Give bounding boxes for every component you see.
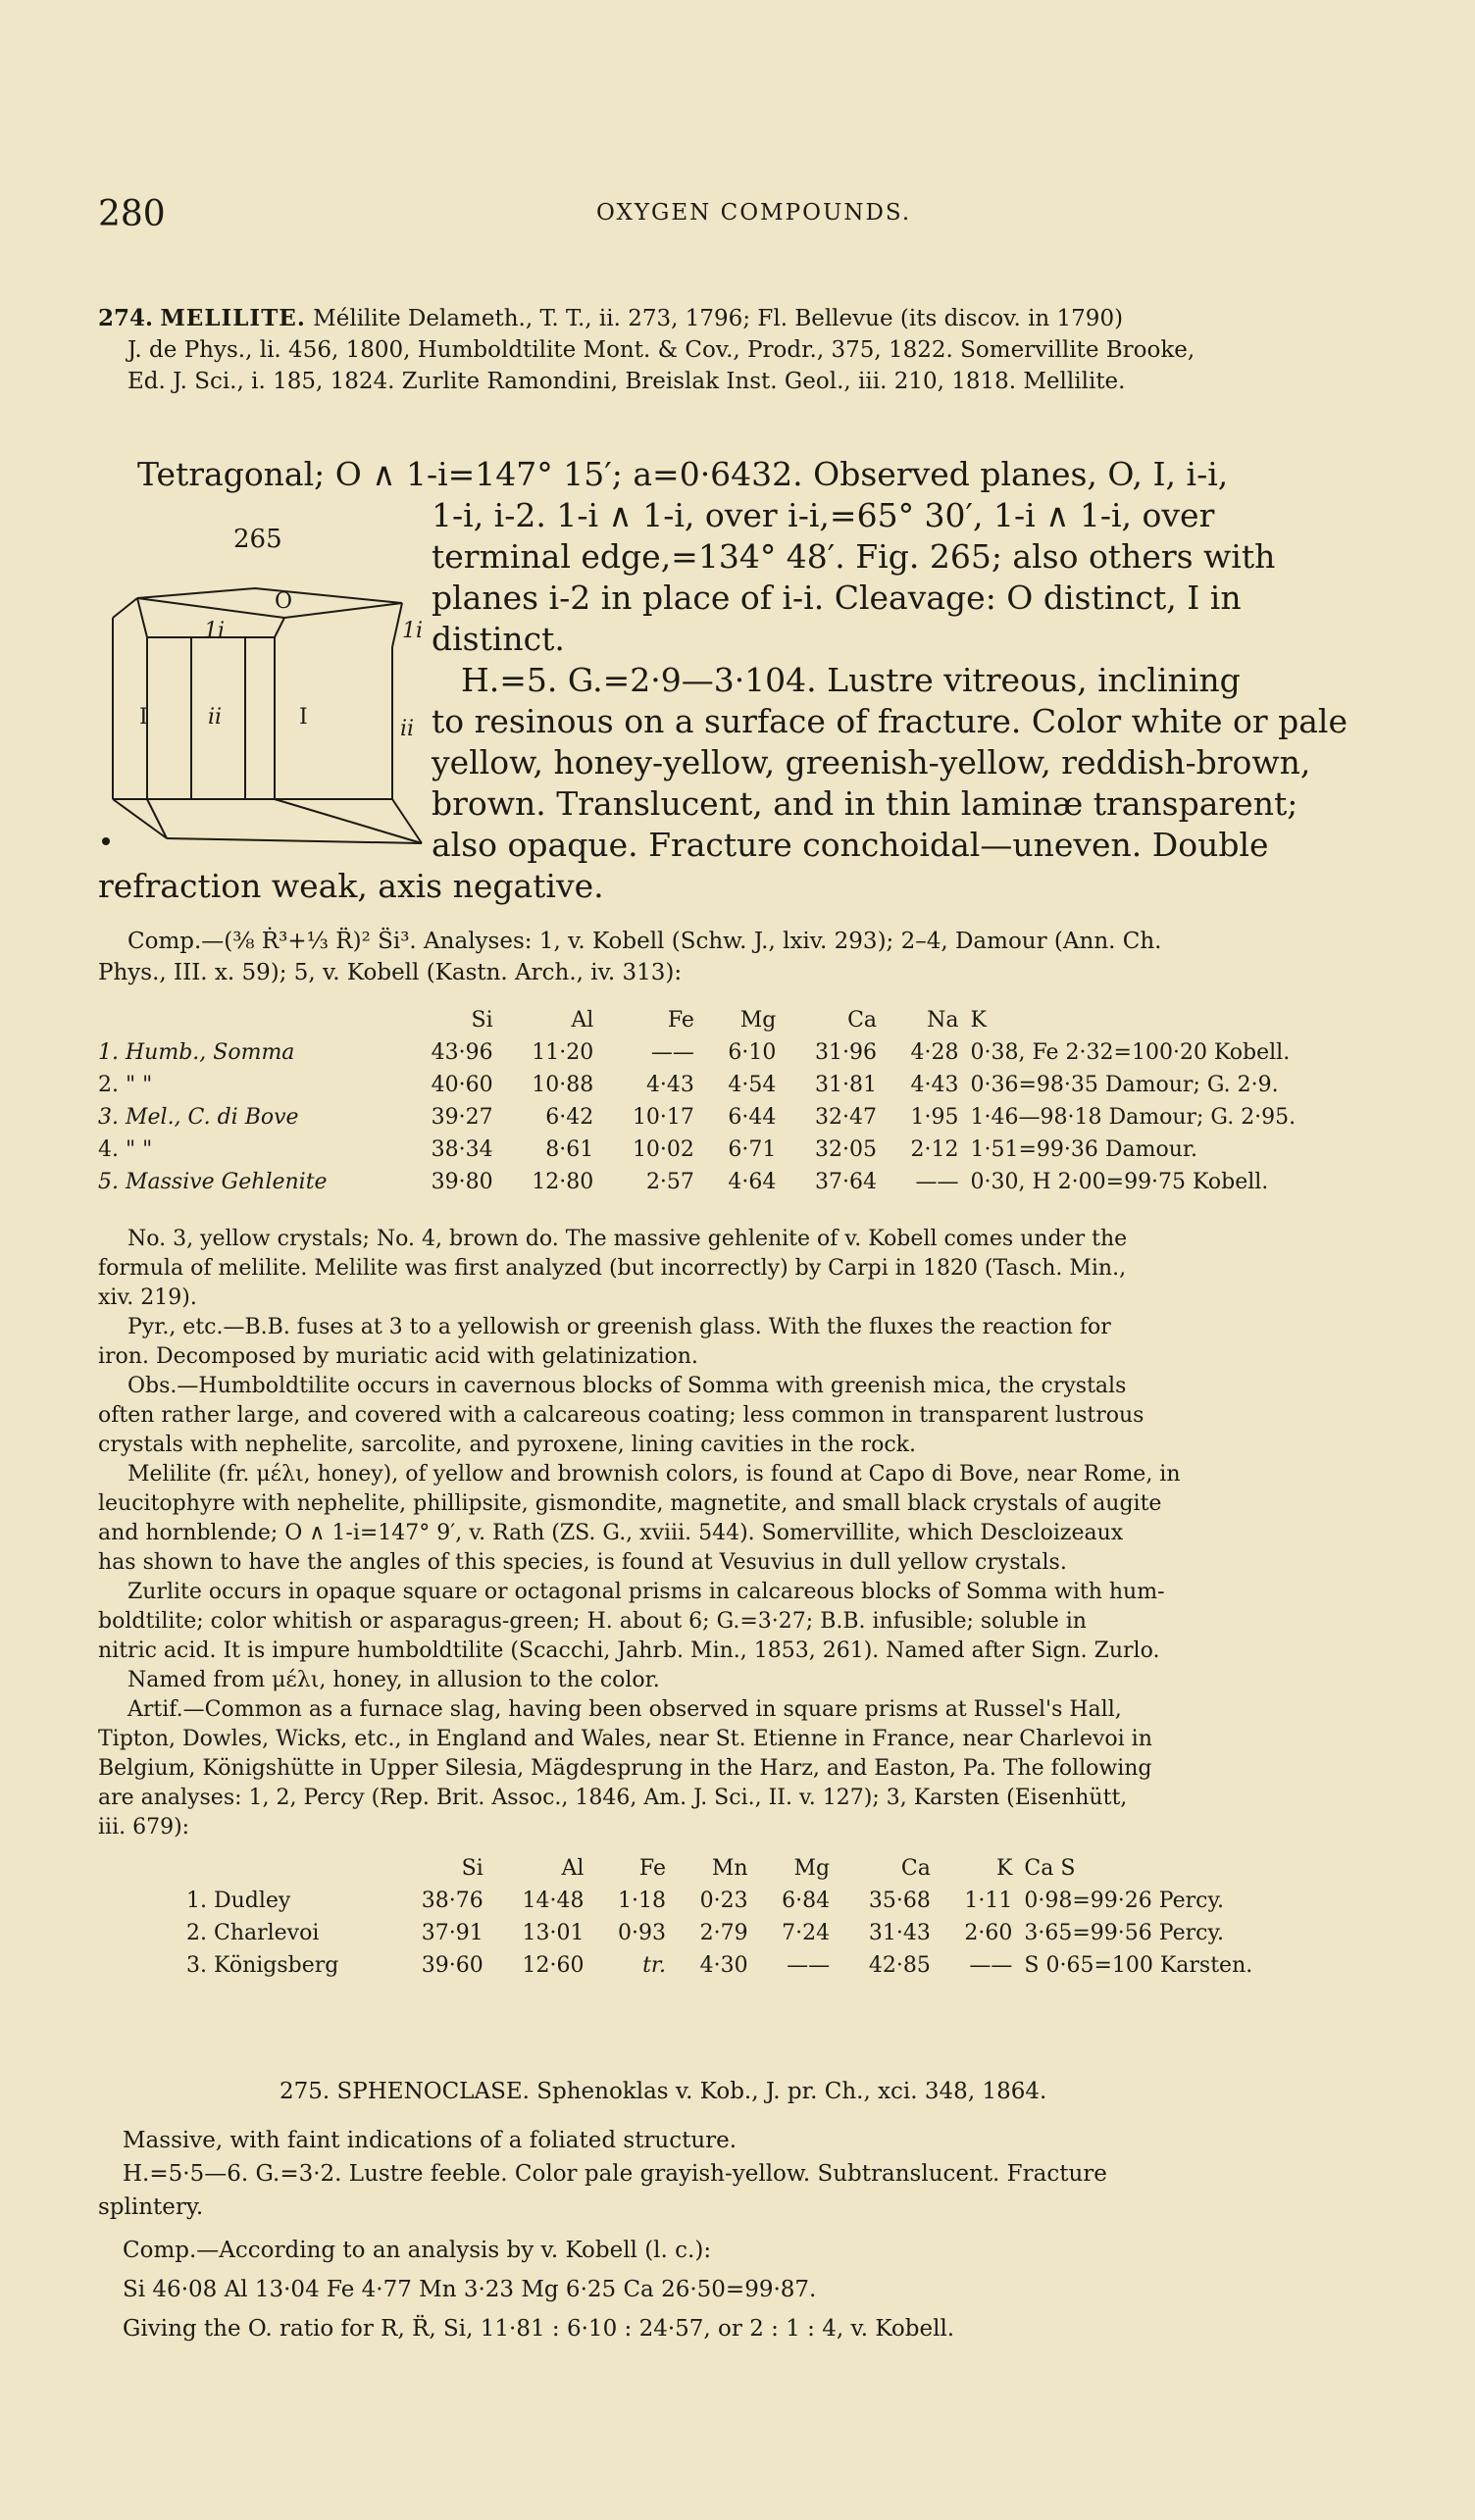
table-cell: 4·43 (645, 1073, 694, 1097)
figure-label-i-left: I (139, 705, 148, 730)
analyses-table-melilite (92, 1000, 1426, 1194)
table-cell: 3·65=99·56 Percy. (1024, 1921, 1224, 1945)
table-cell: 5. Massive Gehlenite (98, 1170, 328, 1194)
sphenoclase-line: H.=5·5—6. G.=3·2. Lustre feeble. Color pale grayish-yellow. Subtranslucent. Fracture (123, 2161, 1107, 2187)
table-cell: 31·43 (868, 1921, 931, 1945)
table-cell: 37·91 (421, 1921, 483, 1945)
pyr-line-2: iron. Decomposed by muriatic acid with gelatinization. (98, 1344, 698, 1369)
table-cell: 12·80 (532, 1170, 594, 1194)
table-cell: —— (650, 1040, 694, 1065)
artif-line-4: are analyses: 1, 2, Percy (Rep. Brit. Assoc., 1846, Am. J. Sci., II. v. 127); 3, Karsten (Eisenhütt, (98, 1786, 1128, 1810)
table-header-row (180, 1848, 1348, 1881)
obs-line-3: crystals with nephelite, sarcolite, and pyroxene, lining cavities in the rock. (98, 1433, 916, 1457)
sphenoclase-heading: 275. SPHENOCLASE. Sphenoklas v. Kob., J. pr. Ch., xci. 348, 1864. (280, 2079, 1047, 2104)
table-cell: 8·61 (545, 1137, 594, 1162)
table-cell: 4·30 (699, 1953, 748, 1978)
zurlite-line-4: Named from μέλι, honey, in allusion to the color. (127, 1668, 660, 1692)
crystal-top-face (137, 588, 402, 618)
table-cell: 2·12 (910, 1137, 959, 1162)
desc-line-10: also opaque. Fracture conchoidal—uneven. Double (432, 826, 1269, 864)
header-cell: K (995, 1856, 1013, 1881)
desc-line-5: distinct. (432, 620, 565, 658)
artif-line-3: Belgium, Königshütte in Upper Silesia, Mägdesprung in the Harz, and Easton, Pa. The following (98, 1756, 1152, 1781)
sphenoclase-line: Massive, with faint indications of a foliated structure. (123, 2128, 738, 2153)
table-row (92, 1065, 1426, 1097)
desc-line-3: terminal edge,=134° 48′. Fig. 265; also others with (432, 537, 1276, 576)
table-row (92, 1097, 1426, 1130)
table-cell: 13·01 (522, 1921, 585, 1945)
desc-line-11: refraction weak, axis negative. (98, 867, 604, 905)
header-cell: Ca S (1024, 1856, 1076, 1881)
table-cell: 32·05 (815, 1137, 878, 1162)
table-row (180, 1881, 1348, 1913)
header-cell: Mg (739, 1008, 777, 1033)
species-number: 274. (98, 305, 154, 331)
table-cell: —— (915, 1170, 959, 1194)
table-cell: 4·64 (728, 1170, 777, 1194)
table-cell: 2·60 (964, 1921, 1013, 1945)
page-number: 280 (98, 194, 166, 234)
header-cell: Si (461, 1856, 483, 1881)
table-cell: 38·76 (421, 1889, 483, 1913)
comp-line-1: Comp.—(⅜ Ṙ³+⅓ R̈)² S̈i³. Analyses: 1, v. Kobell (Schw. J., lxiv. 293); 2–4, Damour (Ann. Ch. (127, 929, 1162, 954)
table-cell: 2·79 (699, 1921, 748, 1945)
table-cell: —— (787, 1953, 831, 1978)
table-cell: 31·81 (815, 1073, 878, 1097)
species-name: MELILITE. (160, 305, 306, 331)
table-cell: 2. " " (98, 1073, 153, 1097)
table-cell: 1·46—98·18 Damour; G. 2·95. (970, 1105, 1297, 1130)
table-cell: 6·71 (728, 1137, 777, 1162)
synonymy-line-3: Ed. J. Sci., i. 185, 1824. Zurlite Ramondini, Breislak Inst. Geol., iii. 210, 1818. Mellilite. (127, 369, 1126, 394)
zurlite-line-3: nitric acid. It is impure humboldtilite (Scacchi, Jahrb. Min., 1853, 261). Named after Sign. Zurlo. (98, 1638, 1160, 1663)
table-cell: 10·17 (632, 1105, 694, 1130)
table-cell: 1·51=99·36 Damour. (970, 1137, 1198, 1162)
crystal-figure-265 (98, 525, 432, 873)
table-cell: 10·02 (632, 1137, 694, 1162)
figure-number: 265 (233, 525, 282, 554)
table-cell: 0·38, Fe 2·32=100·20 Kobell. (970, 1040, 1291, 1065)
table-cell: 4·43 (910, 1073, 959, 1097)
melilite-heading (98, 304, 1123, 333)
desc-line-1: Tetragonal; O ∧ 1-i=147° 15′; a=0·6432. Observed planes, O, I, i-i, (137, 455, 1229, 493)
comp-line-2: Phys., III. x. 59); 5, v. Kobell (Kastn. Arch., iv. 313): (98, 960, 683, 985)
table-cell: 39·27 (431, 1105, 493, 1130)
table-cell: 11·20 (532, 1040, 594, 1065)
figure-label-o: O (275, 589, 293, 614)
desc-line-7: to resinous on a surface of fracture. Color white or pale (432, 702, 1348, 740)
header-cell: K (970, 1008, 987, 1033)
table-row (180, 1945, 1348, 1978)
table-cell: 1·18 (618, 1889, 667, 1913)
table-cell: 37·64 (815, 1170, 878, 1194)
table-cell: 42·85 (868, 1953, 931, 1978)
desc-line-8: yellow, honey-yellow, greenish-yellow, reddish-brown, (432, 743, 1311, 781)
figure-label-1i-right: 1i (402, 619, 424, 643)
header-cell: Ca (900, 1856, 931, 1881)
running-title: OXYGEN COMPOUNDS. (596, 200, 912, 226)
table-cell: —— (969, 1953, 1013, 1978)
sphenoclase-analysis: Si 46·08 Al 13·04 Fe 4·77 Mn 3·23 Mg 6·25 Ca 26·50=99·87. (123, 2277, 817, 2302)
table-cell: tr. (642, 1953, 667, 1978)
table-cell: S 0·65=100 Karsten. (1024, 1953, 1253, 1978)
table-cell: 40·60 (431, 1073, 493, 1097)
table-cell: 6·10 (728, 1040, 777, 1065)
obs-line-1: Obs.—Humboldtilite occurs in cavernous blocks of Somma with greenish mica, the crystals (127, 1374, 1127, 1398)
table-cell: 39·80 (431, 1170, 493, 1194)
desc-line-9: brown. Translucent, and in thin laminæ transparent; (432, 784, 1298, 823)
table-header-row (92, 1000, 1426, 1033)
table-cell: 0·30, H 2·00=99·75 Kobell. (970, 1170, 1269, 1194)
table-cell: 6·44 (728, 1105, 777, 1130)
header-cell: Al (571, 1008, 594, 1033)
obs-line-7: has shown to have the angles of this species, is found at Vesuvius in dull yellow crystals. (98, 1550, 1067, 1575)
table-row (92, 1033, 1426, 1065)
table-cell: 1·11 (964, 1889, 1013, 1913)
table-cell: 2·57 (645, 1170, 694, 1194)
table-cell: 4. " " (98, 1137, 153, 1162)
notes-line: xiv. 219). (98, 1285, 197, 1310)
table-cell: 4·28 (910, 1040, 959, 1065)
desc-line-6: H.=5. G.=2·9—3·104. Lustre vitreous, inclining (461, 661, 1241, 699)
sphenoclase-comp: Comp.—According to an analysis by v. Kobell (l. c.): (123, 2238, 712, 2263)
artif-line-5: iii. 679): (98, 1815, 190, 1840)
table-cell: 10·88 (532, 1073, 594, 1097)
table-cell: 35·68 (868, 1889, 931, 1913)
table-row (92, 1162, 1426, 1194)
sphenoclase-ratio: Giving the O. ratio for R, R̈, Si, 11·81 : 6·10 : 24·57, or 2 : 1 : 4, v. Kobell. (123, 2316, 955, 2342)
table-cell: 4·54 (728, 1073, 777, 1097)
table-row (92, 1130, 1426, 1162)
table-cell: 1. Dudley (186, 1889, 291, 1913)
zurlite-line-2: boldtilite; color whitish or asparagus-green; H. about 6; G.=3·27; B.B. infusible; soluble in (98, 1609, 1087, 1634)
zurlite-line-1: Zurlite occurs in opaque square or octagonal prisms in calcareous blocks of Somma with hum- (127, 1580, 1165, 1604)
figure-label-ii-right: ii (400, 717, 415, 741)
table-cell: 0·93 (618, 1921, 667, 1945)
desc-line-4: planes i-2 in place of i-i. Cleavage: O distinct, I in (432, 579, 1242, 617)
header-cell: Al (561, 1856, 585, 1881)
figure-label-1i-left: 1i (204, 619, 226, 643)
table-cell: 14·48 (522, 1889, 585, 1913)
pyr-line-1: Pyr., etc.—B.B. fuses at 3 to a yellowish or greenish glass. With the fluxes the reaction for (127, 1315, 1111, 1339)
obs-line-5: leucitophyre with nephelite, phillipsite, gismondite, magnetite, and small black crystals of augite (98, 1491, 1162, 1516)
analyses-table-slag (180, 1848, 1348, 1978)
header-cell: Na (927, 1008, 959, 1033)
header-cell: Fe (638, 1856, 667, 1881)
table-cell: 0·98=99·26 Percy. (1024, 1889, 1224, 1913)
header-cell: Si (471, 1008, 493, 1033)
table-cell: 0·23 (699, 1889, 748, 1913)
header-cell: Ca (847, 1008, 878, 1033)
header-cell: Mg (793, 1856, 831, 1881)
header-cell (92, 1000, 398, 1033)
obs-line-6: and hornblende; O ∧ 1-i=147° 9′, v. Rath (ZS. G., xviii. 544). Somervillite, which Descloizeaux (98, 1521, 1124, 1545)
table-cell: 38·34 (431, 1137, 493, 1162)
sphenoclase-line: splintery. (98, 2194, 204, 2220)
table-cell: 3. Königsberg (186, 1953, 339, 1978)
table-cell: 32·47 (815, 1105, 878, 1130)
notes-line: formula of melilite. Melilite was first analyzed (but incorrectly) by Carpi in 1820 (Tasch. Min., (98, 1256, 1127, 1281)
figure-label-i-right: I (299, 705, 308, 730)
header-cell: Fe (667, 1008, 694, 1033)
table-cell: 2. Charlevoi (186, 1921, 320, 1945)
figure-label-ii-center: ii (208, 705, 223, 730)
table-cell: 31·96 (815, 1040, 878, 1065)
desc-line-2: 1-i, i-2. 1-i ∧ 1-i, over i-i,=65° 30′, 1-i ∧ 1-i, over (432, 496, 1215, 534)
table-cell: 1·95 (910, 1105, 959, 1130)
artif-line-2: Tipton, Dowles, Wicks, etc., in England and Wales, near St. Etienne in France, near Charlevoi in (98, 1727, 1152, 1751)
header-cell: Mn (711, 1856, 748, 1881)
table-cell: 12·60 (522, 1953, 585, 1978)
table-cell: 3. Mel., C. di Bove (98, 1105, 299, 1130)
notes-line: No. 3, yellow crystals; No. 4, brown do. The massive gehlenite of v. Kobell comes under the (127, 1227, 1128, 1251)
table-row (180, 1913, 1348, 1945)
table-cell: 0·36=98·35 Damour; G. 2·9. (970, 1073, 1279, 1097)
artif-line-1: Artif.—Common as a furnace slag, having been observed in square prisms at Russel's Hall, (127, 1697, 1122, 1722)
synonymy-line-2: J. de Phys., li. 456, 1800, Humboldtilite Mont. & Cov., Prodr., 375, 1822. Somervillite Brooke, (127, 337, 1195, 363)
table-cell: 6·84 (782, 1889, 831, 1913)
table-cell: 6·42 (545, 1105, 594, 1130)
table-cell: 39·60 (421, 1953, 483, 1978)
table-cell: 7·24 (782, 1921, 831, 1945)
table-cell: 1. Humb., Somma (98, 1040, 295, 1065)
header-cell (180, 1848, 388, 1881)
obs-line-4: Melilite (fr. μέλι, honey), of yellow and brownish colors, is found at Capo di Bove, near Rome, in (127, 1462, 1181, 1487)
obs-line-2: often rather large, and covered with a calcareous coating; less common in transparent lustrous (98, 1403, 1144, 1428)
synonymy-line-1: Mélilite Delameth., T. T., ii. 273, 1796; Fl. Bellevue (its discov. in 1790) (313, 306, 1124, 331)
crystal-drawing (98, 579, 432, 873)
table-cell: 43·96 (431, 1040, 493, 1065)
